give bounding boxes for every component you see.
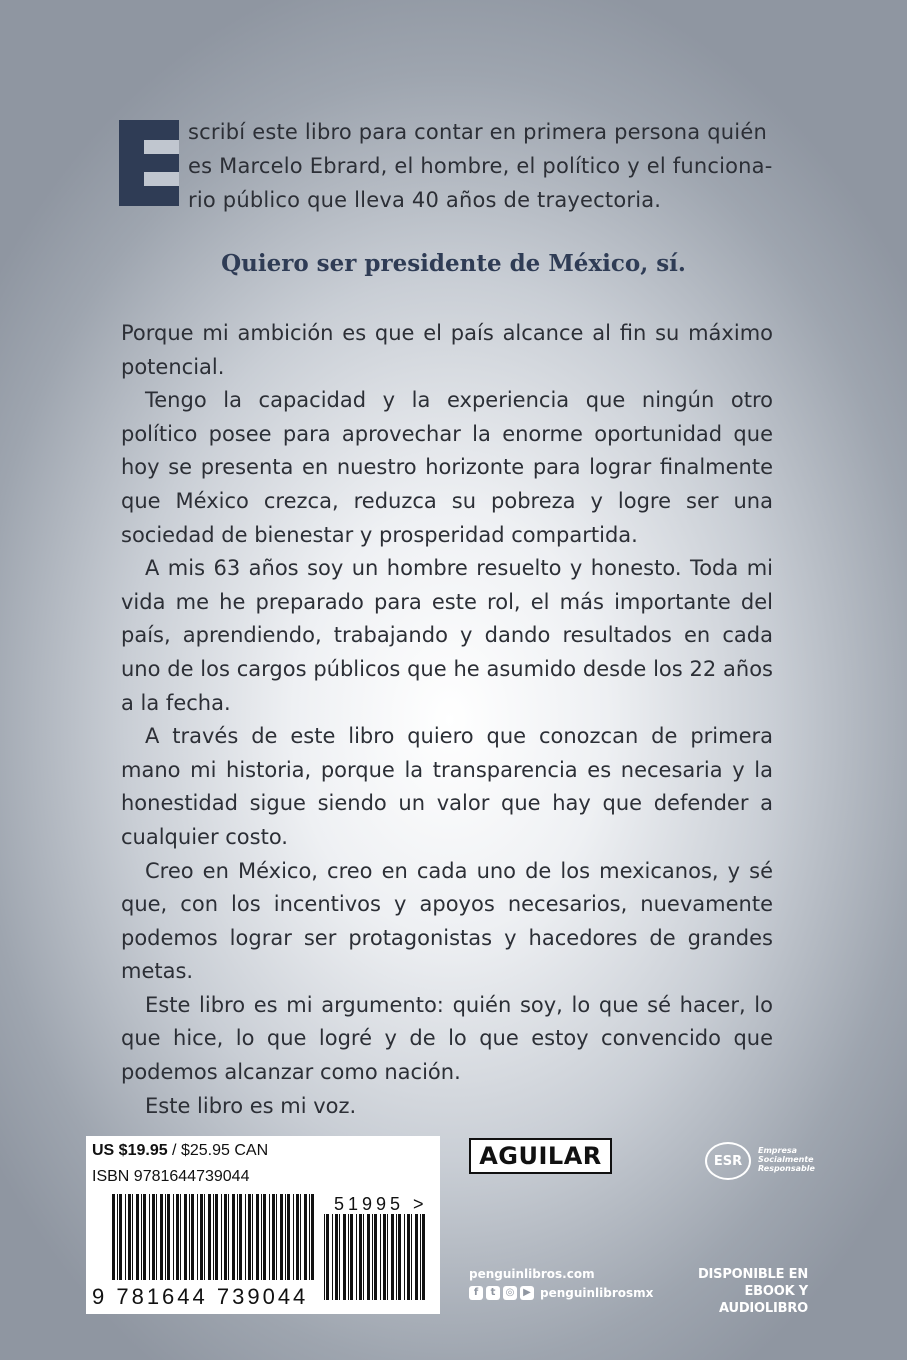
website[interactable]: penguinlibros.com	[469, 1267, 595, 1281]
instagram-icon[interactable]: ◎	[503, 1286, 517, 1300]
subtitle: Quiero ser presidente de México, sí.	[221, 250, 686, 277]
paragraph: Porque mi ambición es que el país alcance al fin su máximo potencial.	[121, 321, 773, 379]
availability-note: DISPONIBLE EN EBOOK Y AUDIOLIBRO	[697, 1267, 808, 1316]
facebook-icon[interactable]: f	[469, 1286, 483, 1300]
twitter-icon[interactable]: t	[486, 1286, 500, 1300]
drop-cap	[119, 120, 179, 206]
lead-line-1: scribí este libro para contar en primera persona quién	[188, 120, 767, 144]
paragraph: A través de este libro quiero que conozcan de primera mano mi historia, porque la transparencia es necesaria y la honestidad sigue siendo un valor que hay que defender a cualquier costo.	[121, 724, 773, 849]
esr-logo: ESR Empresa Socialmente Responsable	[705, 1138, 815, 1184]
barcode-addon-digits: 51995 >	[334, 1194, 428, 1214]
lead-line-2: es Marcelo Ebrard, el hombre, el político y el funciona-	[188, 154, 773, 178]
barcode-panel	[86, 1136, 440, 1314]
publisher-logo: AGUILAR	[469, 1138, 612, 1174]
paragraph: A mis 63 años soy un hombre resuelto y honesto. Toda mi vida me he preparado para este rol, el más importante del país, aprendiendo, trabajando y dando resultados en cada uno de los cargos públicos que he asumido desde los 22 años a la fecha.	[121, 556, 773, 715]
social-links	[469, 1286, 653, 1300]
youtube-icon[interactable]: ▶	[520, 1286, 534, 1300]
body-text	[121, 317, 773, 1123]
paragraph: Este libro es mi argumento: quién soy, lo que sé hacer, lo que hice, lo que logré y de lo que estoy convencido que podemos alcanzar como nación.	[121, 992, 773, 1085]
isbn: ISBN 9781644739044	[92, 1168, 250, 1185]
barcode-addon-bars	[324, 1214, 428, 1300]
lead-line-3: rio público que lleva 40 años de trayectoria.	[188, 188, 662, 212]
barcode-digits: 9 781644 739044	[92, 1284, 309, 1309]
price-us: US $19.95	[92, 1142, 168, 1159]
esr-mark: ESR	[705, 1142, 751, 1180]
paragraph: Tengo la capacidad y la experiencia que ningún otro político posee para aprovechar la enorme oportunidad que hoy se presenta en nuestro horizonte para lograr finalmente que México crezca, reduzca su pobreza y logre ser una sociedad de bienestar y prosperidad compartida.	[121, 388, 773, 547]
paragraph: Creo en México, creo en cada uno de los mexicanos, y sé que, con los incentivos y apoyos necesarios, nuevamente podemos lograr ser protagonistas y hacedores de grandes metas.	[121, 858, 773, 984]
paragraph: Este libro es mi voz.	[145, 1093, 357, 1118]
price-can: $25.95 CAN	[180, 1142, 269, 1159]
price: US $19.95 / $25.95 CAN	[92, 1142, 269, 1159]
social-handle[interactable]: penguinlibrosmx	[540, 1286, 654, 1300]
